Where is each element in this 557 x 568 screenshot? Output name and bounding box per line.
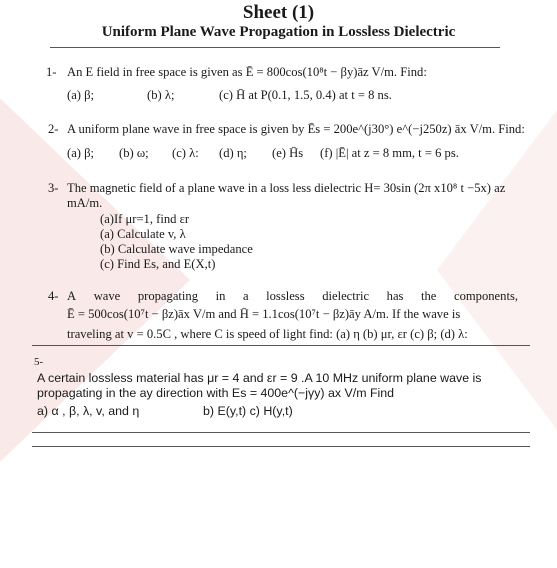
problem-2-part-c: (c) λ: — [172, 146, 199, 160]
problem-3-part-3: (b) Calculate wave impedance — [100, 242, 253, 256]
p4-word: lossless — [266, 289, 305, 303]
p4-word: components, — [453, 289, 518, 303]
problem-2-statement: A uniform plane wave in free space is given by Ēs = 200e^(j30°) e^(−j250z) āx V/m. Find: — [67, 122, 525, 136]
problem-2-part-a: (a) β; — [67, 146, 95, 160]
problem-5-line-2: propagating in the ay direction with Es = 400e^(−jγy) ax V/m Find — [37, 386, 395, 400]
p4-word: in — [215, 289, 226, 303]
problem-3-number: 3- — [48, 181, 59, 195]
p4-word: dielectric — [322, 289, 370, 303]
problem-5-number: 5- — [34, 356, 44, 368]
p4-word: A — [67, 289, 77, 303]
problem-1-part-b: (b) λ; — [147, 88, 175, 102]
problem-2-part-b: (b) ω; — [119, 146, 149, 160]
problem-4-number: 4- — [48, 289, 59, 303]
problem-5-line-3a: a) α , β, λ, v, and η — [37, 404, 140, 418]
bottom-rule-1 — [32, 432, 530, 433]
problem-3-statement-line-1: The magnetic field of a plane wave in a loss less dielectric H= 30sin (2π x10⁸ t −5x) az — [67, 181, 506, 195]
problem-1-statement: An E field in free space is given as Ē = 800cos(10⁸t − βy)āz V/m. Find: — [67, 65, 427, 79]
problem-2-part-d: (d) η; — [219, 146, 247, 160]
problem-4-line-2: Ē = 500cos(10⁷t − βz)āx V/m and H̄ = 1.1cos(10⁷t − βz)āy A/m. If the wave is — [67, 307, 461, 321]
p4-word: has — [386, 289, 404, 303]
p4-word: the — [421, 289, 437, 303]
problem-3-part-1: (a)If μr=1, find εr — [100, 212, 190, 226]
divider-rule — [32, 345, 530, 346]
title-rule — [50, 47, 500, 48]
problem-2-part-e: (e) H̄s — [272, 146, 304, 160]
problem-4-line-1 — [67, 289, 518, 304]
page-subtitle: Uniform Plane Wave Propagation in Lossless Dielectric — [101, 24, 456, 40]
problem-3-statement-line-2: mA/m. — [67, 196, 103, 210]
problem-1-number: 1- — [46, 65, 57, 79]
page-title: Sheet (1) — [242, 2, 315, 23]
bottom-rule-2 — [32, 446, 530, 447]
p4-word: propagating — [137, 289, 198, 303]
problem-3-part-4: (c) Find Es, and E(X,t) — [100, 257, 216, 271]
problem-1-part-a: (a) β; — [67, 88, 95, 102]
problem-1-part-c: (c) H̄ at P(0.1, 1.5, 0.4) at t = 8 ns. — [219, 88, 392, 102]
problem-5-line-3b: b) E(y,t) c) H(y,t) — [203, 404, 293, 418]
problem-2-number: 2- — [48, 122, 59, 136]
problem-5-line-1: A certain lossless material has μr = 4 and εr = 9 .A 10 MHz uniform plane wave is — [37, 371, 482, 385]
problem-3-part-2: (a) Calculate v, λ — [100, 227, 186, 241]
problem-2-part-f: (f) |Ē| at z = 8 mm, t = 6 ps. — [320, 146, 459, 160]
p4-word: wave — [93, 289, 121, 303]
problem-4-line-3: traveling at v = 0.5C , where C is speed of light find: (a) η (b) μr, εr (c) β; (d) λ: — [67, 327, 468, 341]
p4-word: a — [242, 289, 249, 303]
